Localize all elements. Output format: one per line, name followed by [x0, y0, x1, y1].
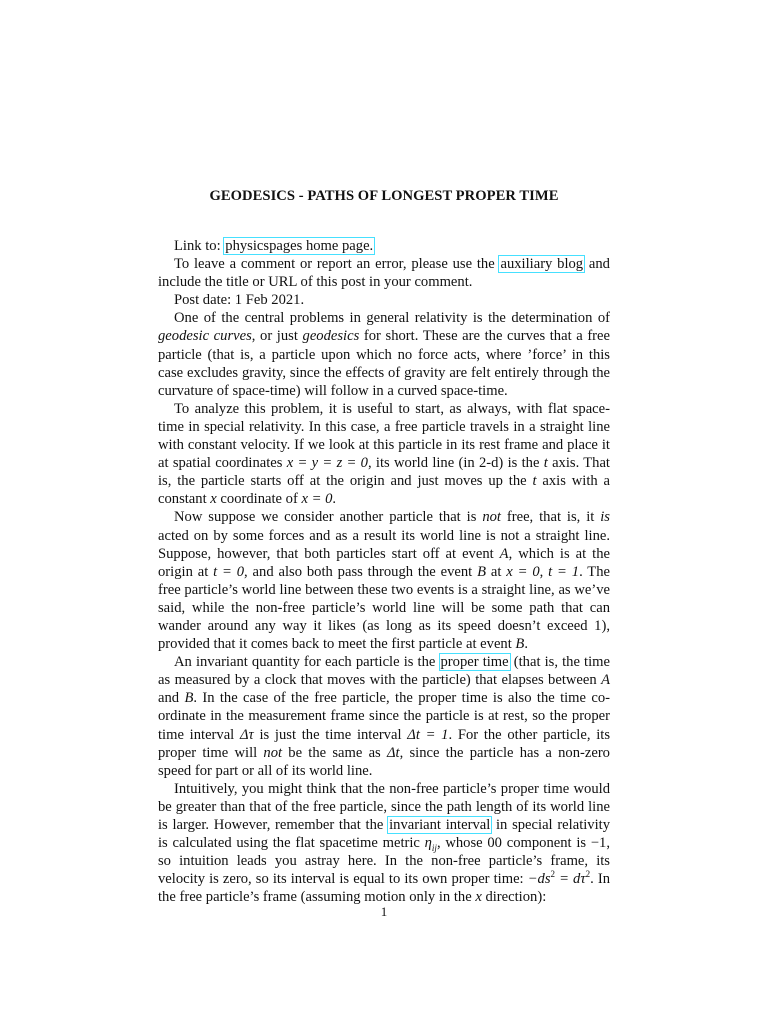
- document-page: [158, 0, 610, 1024]
- math: −ds: [527, 871, 551, 888]
- document-body: [158, 237, 610, 906]
- math: B: [477, 563, 486, 580]
- link-prefix: Link to:: [174, 238, 225, 254]
- math: B: [515, 636, 525, 653]
- paragraph-geodesics: One of the central problems in general relativity is the determination of geodesic curves, or just geodesics for short. These are the curves that a free particle (that is, a particle upon which no force acts, where ’force’ in this case excludes gravity, since the effects of gravity are felt entirely through the curvature of space-time) will follow in a curved space-time.: [158, 310, 610, 399]
- math: t: [543, 455, 548, 472]
- math: x: [210, 491, 217, 508]
- paragraph-non-free-particle: Now suppose we consider another particle that is not free, that is, it is acted on by some forces and as a result its world line is not a straight line. Suppose, however, that both particles start off at event A, which is at the origin at t = 0, and also both pass through the event B at x = 0, t = 1. The free particle’s world line between these two events is a straight line, as we’ve said, while the non-free particle’s world line will be some path that can wander around any way it likes (as long as its speed doesn’t exceed 1), provided that it comes back to meet the first particle at event B.: [158, 509, 610, 653]
- comment-suffix: and include the title or URL of this post in your comment.: [158, 256, 610, 291]
- math: t = 1: [548, 563, 580, 580]
- comment-line: [158, 255, 610, 291]
- math: = dτ: [555, 871, 586, 888]
- math: x = 0: [506, 563, 540, 580]
- invariant-interval-link[interactable]: invariant interval: [389, 817, 491, 833]
- paragraph-proper-time: An invariant quantity for each particle is the proper time (that is, the time as measured by a clock that moves with the particle) that elapses between A and B. In the case of the free particle, the proper time is also the time co-ordinate in the measurement frame since the particle is at rest, so the proper time interval Δτ is just the time interval Δt = 1. For the other particle, its proper time will not be the same as Δt, since the particle has a non-zero speed for part or all of its world line.: [158, 654, 611, 779]
- term-geodesic-curves: geodesic curves: [158, 328, 252, 345]
- math: Δt: [386, 744, 400, 761]
- math-superscript: 2: [550, 869, 556, 880]
- math: A: [601, 672, 610, 689]
- math: Δt = 1: [407, 726, 449, 743]
- page-number: 1: [380, 904, 388, 919]
- math: B: [184, 690, 194, 707]
- home-page-link[interactable]: physicspages home page.: [225, 238, 374, 254]
- math: t: [532, 473, 537, 490]
- auxiliary-blog-link[interactable]: auxiliary blog: [500, 256, 584, 273]
- math: −1: [590, 835, 607, 852]
- math: Δτ: [239, 726, 254, 743]
- page-title: GEODESICS - PATHS OF LONGEST PROPER TIME: [209, 188, 559, 204]
- math-subscript: ij: [431, 843, 437, 853]
- math: x: [475, 889, 482, 906]
- paragraph-invariant-interval: Intuitively, you might think that the non-free particle’s proper time would be greater than that of the free particle, since the path length of its world line is larger. However, remember that the invariant interval in special relativity is calculated using the flat spacetime metric $\eta_{ij}$, whose 00 component is −1, so intuition leads you astray here. In the non-free particle’s frame, its velocity is zero, so its interval is equal to its own proper time: $-ds^2 = d\tau^2$. In the free particle’s frame (assuming motion only in the x direction):: [158, 780, 611, 906]
- comment-prefix: To leave a comment or report an error, please use the: [174, 256, 500, 273]
- link-line: [158, 237, 610, 255]
- math: x = 0: [301, 491, 333, 508]
- math-superscript: 2: [585, 869, 591, 880]
- math: x = y = z = 0: [286, 455, 368, 472]
- paragraph-flat-spacetime: To analyze this problem, it is useful to start, as always, with flat space-time in special relativity. In this case, a free particle travels in a straight line with constant velocity. If we look at this particle in its rest frame and place it at spatial coordinates x = y = z = 0, its world line (in 2-d) is the t axis. That is, the particle starts off at the origin and just moves up the t axis with a constant x coordinate of x = 0.: [158, 400, 610, 508]
- post-date: Post date: 1 Feb 2021.: [174, 292, 305, 309]
- term-geodesics: geodesics: [302, 328, 360, 345]
- math: t = 0: [213, 563, 245, 580]
- math: A: [499, 545, 509, 562]
- math: η: [424, 835, 432, 852]
- proper-time-link[interactable]: proper time: [440, 654, 509, 671]
